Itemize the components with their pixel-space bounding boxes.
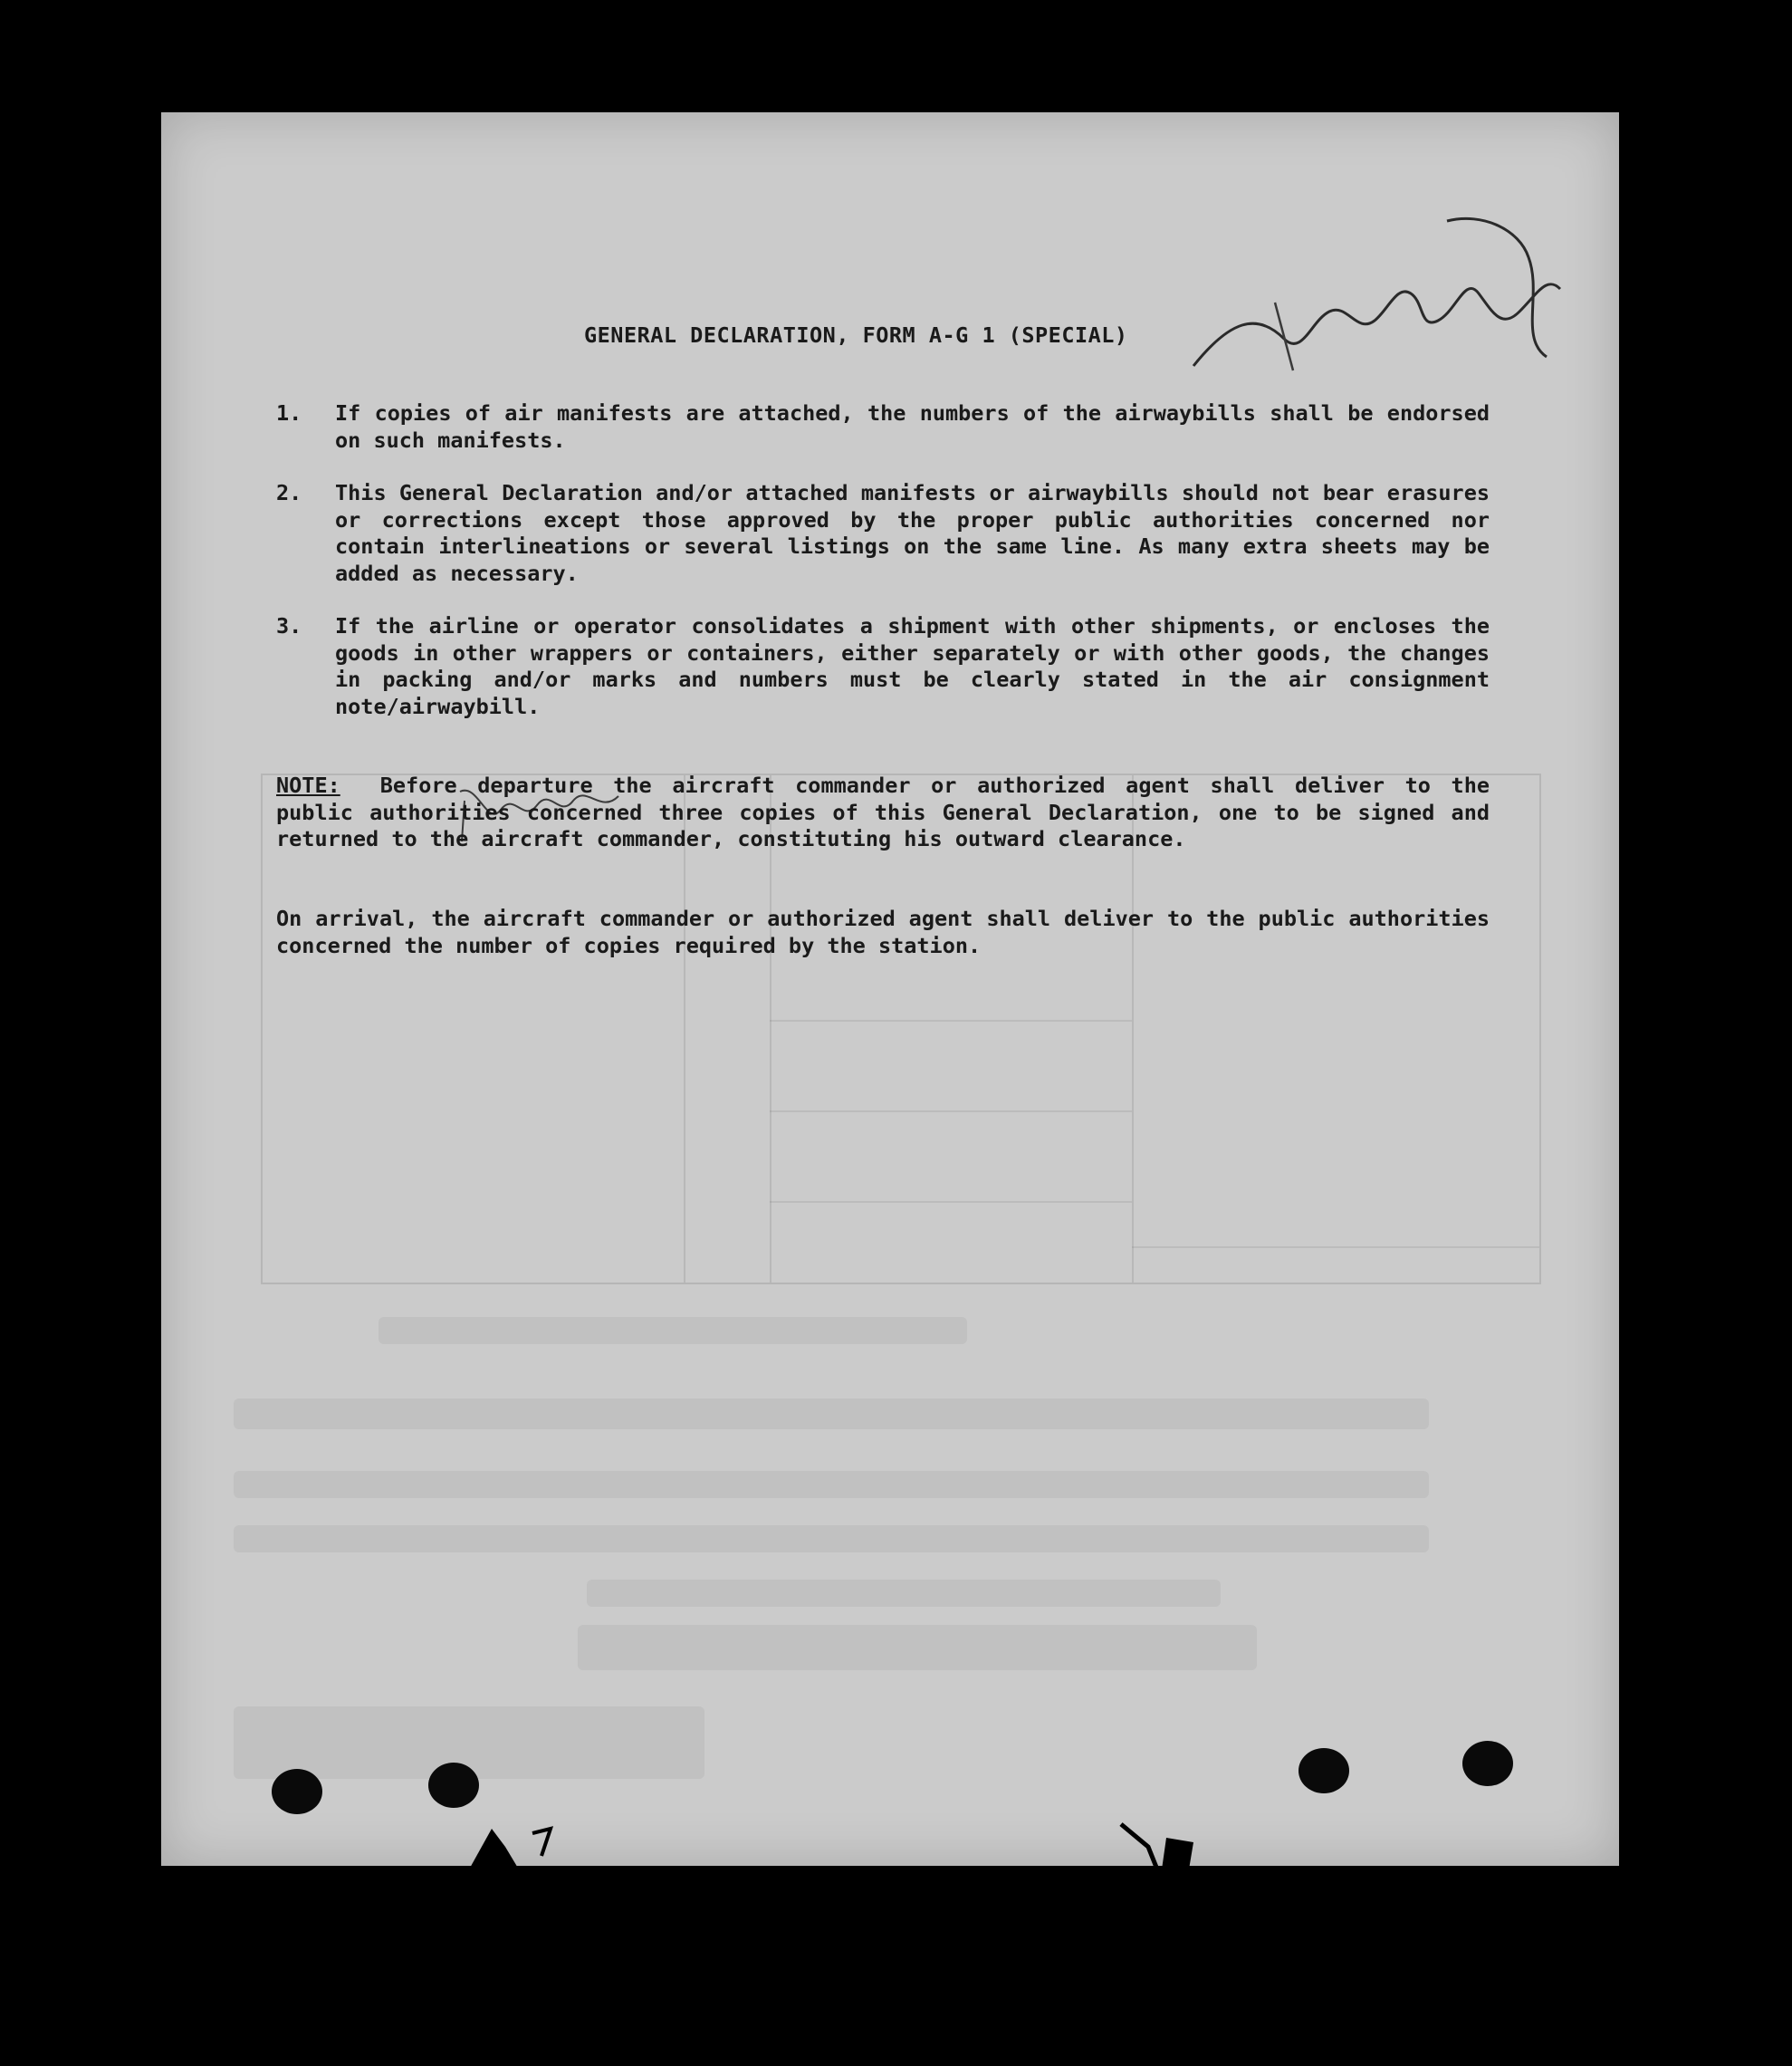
list-item	[276, 400, 1526, 454]
item-text: If copies of air manifests are attached, the numbers of the airwaybills shall be endorsed on such manifests.	[335, 400, 1490, 453]
page-title: GENERAL DECLARATION, FORM A-G 1 (SPECIAL)	[584, 322, 1128, 348]
document-page	[161, 112, 1619, 1866]
punch-hole	[272, 1769, 322, 1814]
item-text: If the airline or operator consolidates a shipment with other shipments, or encloses the goods in other wrappers or containers, either separately or with other goods, the changes in packing and/or marks and numbers must be clearly stated in the air consignment note/airwaybill.	[335, 613, 1490, 719]
bleed-through-text	[578, 1625, 1257, 1670]
bleed-through-text	[234, 1398, 1429, 1429]
punch-hole	[1298, 1748, 1349, 1793]
ghost-line	[770, 1020, 1132, 1022]
list-item	[276, 480, 1526, 587]
item-number: 3.	[276, 613, 302, 639]
ghost-line	[770, 1110, 1132, 1112]
torn-edge-mark	[1103, 1820, 1203, 1866]
note-text: Before departure the aircraft commander or authorized agent shall deliver to the public authorities concerned three copies of this General Declaration, one to be signed and returned to the aircraft commander, constituting his outward clearance.	[276, 773, 1490, 851]
item-text: This General Declaration and/or attached manifests or airwaybills should not bear erasures or corrections except those approved by the proper public authorities concerned nor contain interlineations or several listings on the same line. As many extra sheets may be added as necessary.	[335, 480, 1490, 586]
bleed-through-text	[234, 1471, 1429, 1498]
ghost-line	[770, 1201, 1132, 1203]
bleed-through-text	[379, 1317, 967, 1344]
note-paragraph	[276, 773, 1490, 853]
bleed-through-text	[234, 1525, 1429, 1552]
arrival-paragraph: On arrival, the aircraft commander or authorized agent shall deliver to the public authorities concerned the number of copies required by the station.	[276, 906, 1490, 958]
bleed-through-text	[587, 1580, 1221, 1607]
list-item	[276, 613, 1526, 720]
item-number: 2.	[276, 480, 302, 505]
note-label: NOTE:	[276, 773, 340, 798]
item-number: 1.	[276, 400, 302, 426]
torn-edge-mark	[469, 1815, 569, 1866]
ghost-line	[1132, 1246, 1539, 1248]
punch-hole	[428, 1763, 479, 1808]
handwritten-signature	[1175, 176, 1592, 393]
punch-hole	[1462, 1741, 1513, 1786]
